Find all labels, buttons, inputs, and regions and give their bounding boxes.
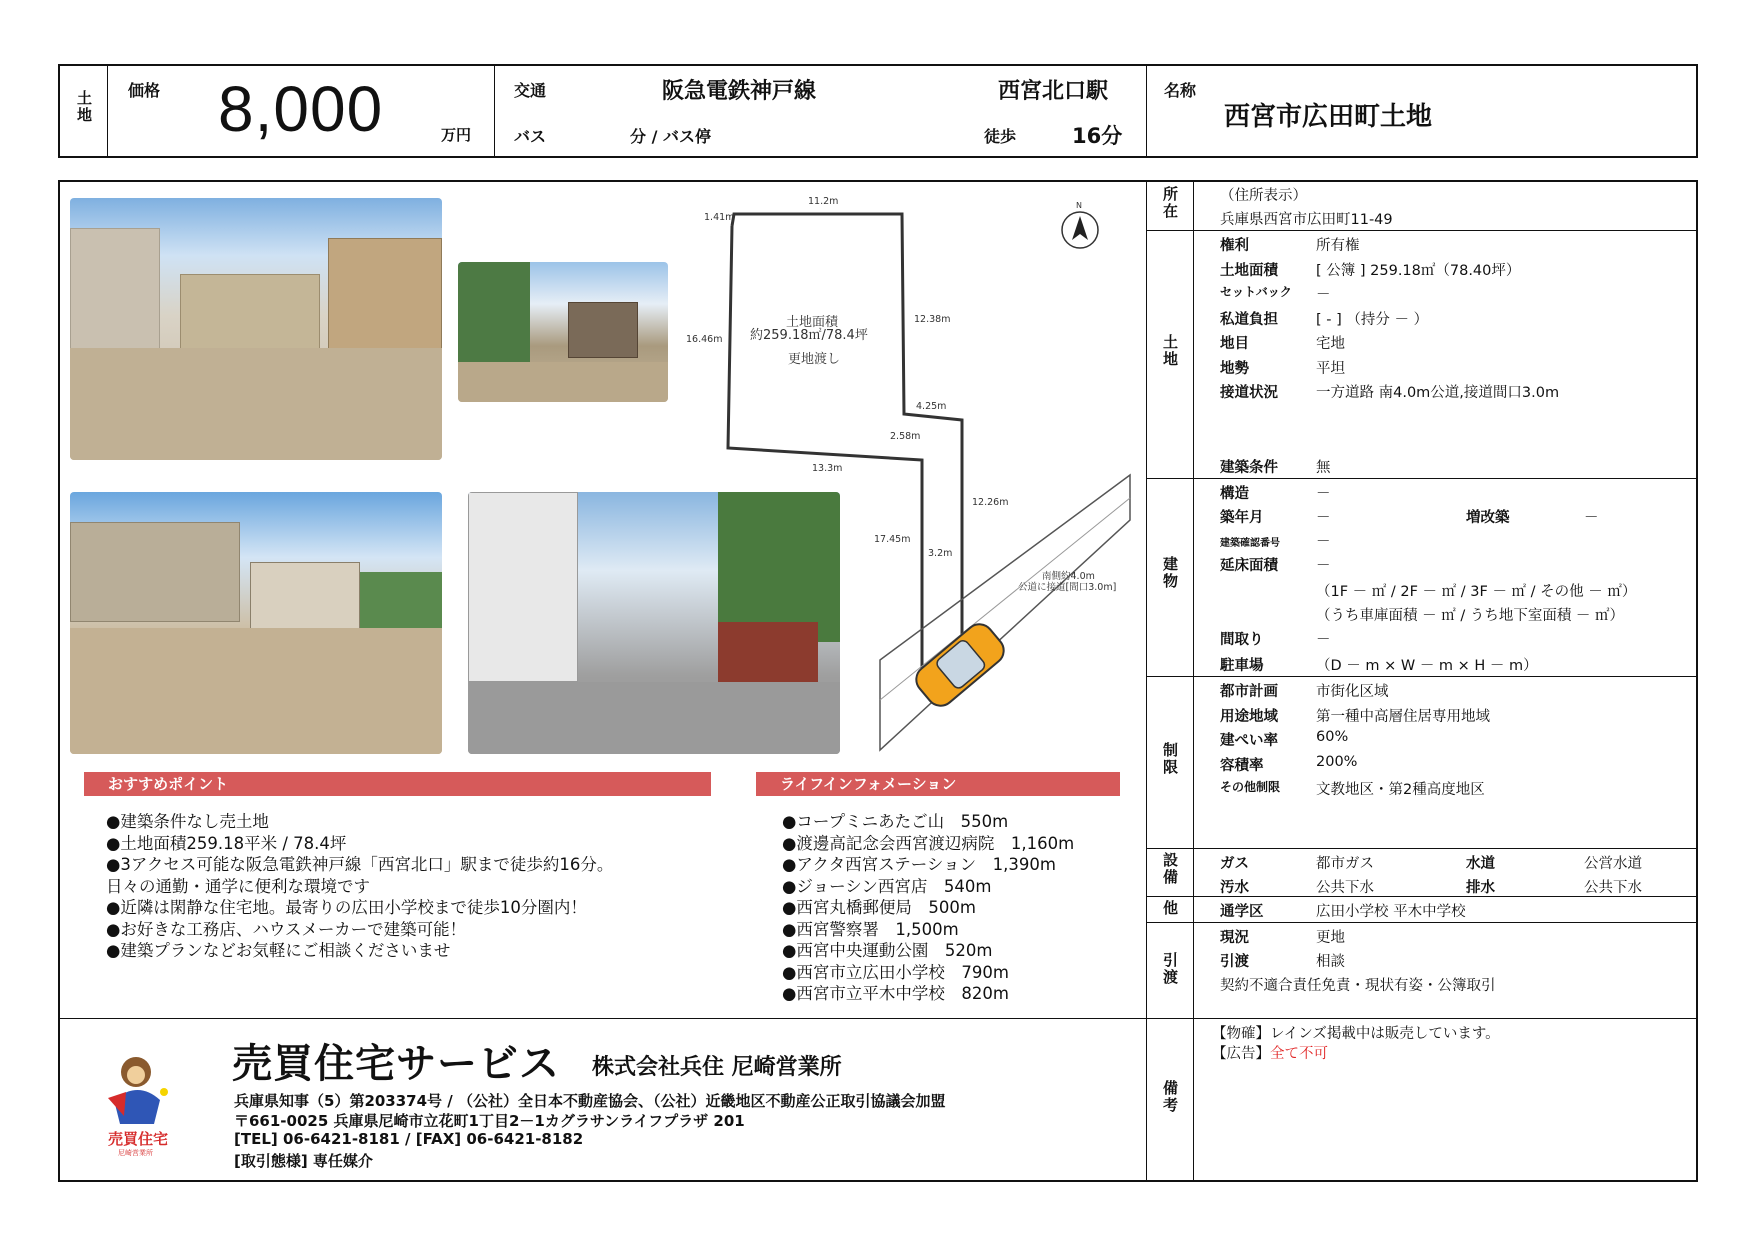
walk-value: 16分	[1072, 124, 1123, 148]
lifeinfo-item: ●渡邊高記念会西宮渡辺病院 1,160m	[782, 833, 1075, 853]
map-bottom: 13.3m	[812, 463, 843, 474]
location-label: （住所表示）	[1220, 188, 1307, 204]
restrict-row-key: その他制限	[1220, 780, 1281, 794]
price-unit: 万円	[441, 126, 472, 144]
map-area-label: 土地面積	[786, 315, 839, 330]
road	[880, 475, 1130, 750]
recommend-item: ●3アクセス可能な阪急電鉄神戸線「西宮北口」駅まで徒歩約16分。	[106, 855, 614, 874]
building-parking-key: 駐車場	[1220, 658, 1264, 674]
building-reform-key: 増改築	[1466, 510, 1510, 526]
handover-status-key: 現況	[1220, 930, 1249, 946]
price-value: 8,000	[218, 73, 384, 145]
restrict-row-key: 都市計画	[1220, 684, 1278, 700]
land-row-value: 一方道路 南4.0m公道,接道間口3.0m	[1316, 385, 1560, 401]
property-name: 西宮市広田町土地	[1224, 102, 1433, 132]
company-name: 売買住宅サービス	[232, 1041, 560, 1087]
recommend-title: おすすめポイント	[84, 772, 711, 796]
building-reform-value: －	[1584, 510, 1599, 526]
traffic-label: 交通	[514, 81, 547, 100]
building-confirm-value: －	[1316, 534, 1331, 550]
map-right-side: 12.38m	[914, 314, 951, 325]
photo-lot-main	[70, 198, 442, 460]
handover-note: 契約不適合責任免責・現状有姿・公簿取引	[1220, 978, 1496, 994]
map-left-side: 16.46m	[686, 334, 723, 345]
handover-deliver-value: 相談	[1316, 954, 1345, 970]
recommend-item: ●近隣は閑静な住宅地。最寄りの広田小学校まで徒歩10分圏内！	[106, 898, 587, 917]
land-row-key: 私道負担	[1220, 311, 1278, 328]
photo-street-north	[458, 262, 668, 402]
lifeinfo-item: ●西宮中央運動公園 520m	[782, 941, 993, 960]
section-land: 土地	[1161, 334, 1179, 368]
map-top-left: 1.41m	[704, 212, 735, 223]
land-cond-key: 建築条件	[1220, 460, 1278, 476]
lifeinfo-title: ライフインフォメーション	[756, 772, 1120, 796]
remarks-ad-label: 【広告】	[1212, 1046, 1270, 1062]
lifeinfo-item: ●西宮丸橋郵便局 500m	[782, 898, 976, 917]
remarks-line-2	[1212, 1042, 1328, 1063]
lot-outline	[728, 214, 962, 670]
building-layout-key: 間取り	[1220, 632, 1264, 648]
building-layout-value: －	[1316, 632, 1331, 648]
recommend-item: ●お好きな工務店、ハウスメーカーで建築可能！	[106, 919, 467, 939]
recommend-item: ●土地面積259.18平米 / 78.4坪	[106, 833, 347, 853]
building-parking-value: （D － m × W － m × H － m）	[1316, 658, 1538, 674]
restrict-row-value: 市街化区域	[1316, 684, 1389, 700]
facility-sewage-key: 汚水	[1220, 880, 1249, 896]
building-built-value: －	[1316, 510, 1331, 526]
handover-status-value: 更地	[1316, 930, 1345, 946]
facility-gas-key: ガス	[1220, 856, 1249, 872]
facility-gas-value: 都市ガス	[1316, 856, 1374, 872]
land-row-key: 権利	[1220, 238, 1249, 254]
building-floor-detail: （1F － ㎡ / 2F － ㎡ / 3F － ㎡ / その他 － ㎡）	[1316, 584, 1637, 600]
land-row-value: [ - ] （持分 － ）	[1316, 311, 1429, 328]
building-built-key: 築年月	[1220, 510, 1264, 526]
section-restrict: 制限	[1161, 742, 1179, 776]
building-structure-value: －	[1316, 486, 1331, 502]
recommend-item: ●建築条件なし売土地	[106, 812, 269, 831]
bus-label: バス	[514, 127, 547, 146]
recommend-item: 日々の通勤・通学に便利な環境です	[106, 876, 370, 896]
remarks-line-1: 【物確】レインズ掲載中は販売しています。	[1212, 1026, 1500, 1042]
car-icon	[911, 619, 1010, 712]
other-school-value: 広田小学校 平木中学校	[1316, 904, 1466, 920]
walk-label: 徒歩	[984, 127, 1017, 146]
land-row-key: 接道状況	[1220, 385, 1278, 401]
site-map	[660, 190, 1140, 760]
name-label: 名称	[1164, 81, 1197, 100]
lifeinfo-item: ●コープミニあたご山 550m	[782, 812, 1009, 831]
logo-sub: 尼崎営業所	[118, 1149, 153, 1157]
restrict-row-value: 60%	[1316, 729, 1349, 745]
restrict-row-key: 建ぺい率	[1220, 733, 1278, 749]
bus-value: 分 / バス停	[630, 127, 711, 146]
building-floor-key: 延床面積	[1220, 558, 1278, 574]
land-row-key: 土地面積	[1220, 262, 1278, 279]
building-structure-key: 構造	[1220, 486, 1249, 502]
company-corp: 株式会社兵住 尼崎営業所	[592, 1055, 842, 1080]
map-small: 2.58m	[890, 431, 921, 442]
mascot-logo	[98, 1050, 178, 1140]
lifeinfo-item: ●西宮市立平木中学校 820m	[782, 984, 1009, 1003]
facility-water-key: 水道	[1466, 856, 1495, 872]
restrict-row-key: 用途地域	[1220, 708, 1278, 725]
restrict-row-value: 文教地区・第2種高度地区	[1316, 782, 1485, 798]
restrict-row-key: 容積率	[1220, 757, 1264, 774]
facility-drain-value: 公共下水	[1584, 880, 1642, 896]
land-row-key: 地勢	[1220, 360, 1249, 377]
map-note: 更地渡し	[788, 352, 841, 367]
company-address: 〒661-0025 兵庫県尼崎市立花町1丁目2－1カグラサンライフプラザ 201	[234, 1112, 745, 1130]
map-lower-left: 17.45m	[874, 534, 911, 545]
price-label: 価格	[128, 81, 161, 100]
building-garage-detail: （うち車庫面積 － ㎡ / うち地下室面積 － ㎡）	[1316, 608, 1625, 624]
location-value: 兵庫県西宮市広田町11-49	[1220, 212, 1393, 228]
section-location: 所在	[1161, 186, 1179, 220]
recommend-item: ●建築プランなどお気軽にご相談くださいませ	[106, 941, 451, 960]
building-confirm-key: 建築確認番号	[1220, 538, 1280, 549]
map-road-1: 南側約4.0m	[1042, 571, 1095, 582]
section-building: 建物	[1161, 556, 1179, 590]
section-other: 他	[1161, 900, 1179, 917]
land-row-value: 平坦	[1316, 360, 1345, 377]
facility-sewage-value: 公共下水	[1316, 880, 1374, 896]
handover-deliver-key: 引渡	[1220, 954, 1249, 970]
land-row-value: [ 公簿 ] 259.18㎡（78.40坪）	[1316, 262, 1521, 279]
facility-drain-key: 排水	[1466, 880, 1495, 896]
map-road-2: 公道に接道[間口3.0m]	[1018, 582, 1117, 593]
north-arrow-icon	[1062, 212, 1098, 248]
logo-text: 売買住宅	[108, 1130, 169, 1148]
lifeinfo-item: ●西宮警察署 1,500m	[782, 919, 959, 939]
lifeinfo-item: ●西宮市立広田小学校 790m	[782, 962, 1009, 982]
north-label: N	[1076, 201, 1082, 210]
land-row-value: 所有権	[1316, 238, 1360, 254]
company-mode: [取引態様] 専任媒介	[234, 1152, 373, 1170]
map-step: 4.25m	[916, 401, 947, 412]
photo-lot-wide	[70, 492, 442, 754]
building-floor-value: －	[1316, 558, 1331, 574]
lifeinfo-item: ●アクタ西宮ステーション 1,390m	[782, 855, 1056, 874]
company-license: 兵庫県知事（5）第203374号 / （公社）全日本不動産協会、（公社）近畿地区不動産公正取引協議会加盟	[234, 1092, 946, 1110]
section-remarks: 備考	[1161, 1080, 1179, 1114]
restrict-row-value: 200%	[1316, 753, 1358, 770]
land-row-value: －	[1316, 287, 1331, 303]
land-cond-value: 無	[1316, 460, 1331, 476]
facility-water-value: 公営水道	[1584, 856, 1642, 872]
land-row-key: セットバック	[1220, 285, 1292, 299]
section-facility: 設備	[1161, 852, 1179, 886]
section-handover: 引渡	[1161, 952, 1179, 986]
map-area-value: 約259.18㎡/78.4坪	[750, 328, 868, 343]
map-mid: 3.2m	[928, 548, 953, 559]
land-row-value: 宅地	[1316, 336, 1345, 352]
remarks-ad-value: 全て不可	[1270, 1046, 1328, 1062]
railway-name: 阪急電鉄神戸線	[662, 79, 817, 104]
lifeinfo-item: ●ジョーシン西宮店 540m	[782, 876, 992, 896]
restrict-row-value: 第一種中高層住居専用地域	[1316, 708, 1490, 725]
other-school-key: 通学区	[1220, 904, 1264, 920]
map-top-width: 11.2m	[808, 196, 839, 207]
station-name: 西宮北口駅	[998, 79, 1109, 104]
category-label: 土地	[75, 90, 93, 124]
company-tel: [TEL] 06-6421-8181 / [FAX] 06-6421-8182	[234, 1130, 584, 1148]
land-row-key: 地目	[1220, 336, 1249, 352]
map-lower-right: 12.26m	[972, 497, 1009, 508]
